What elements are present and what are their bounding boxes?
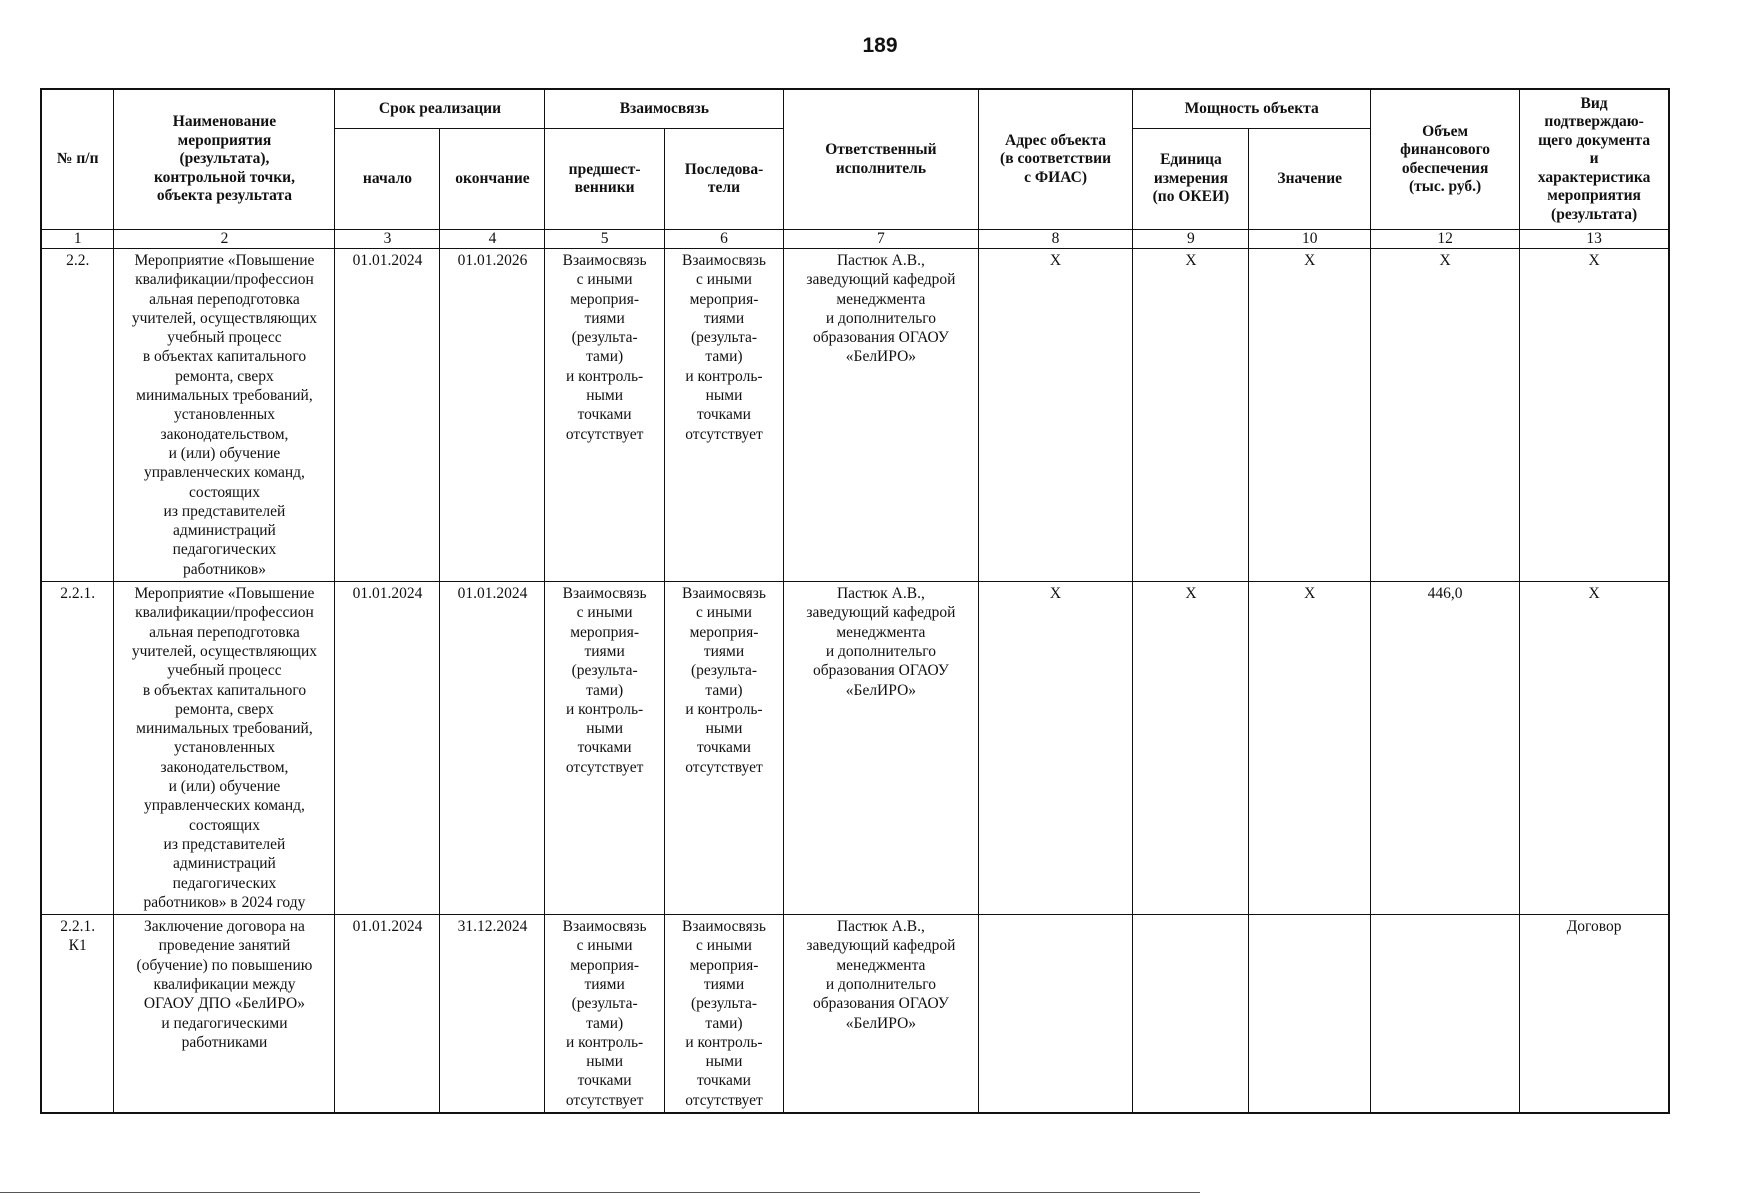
header-link: Взаимосвязь [545,89,784,129]
header-finance: Объем финансового обеспечения (тыс. руб.) [1371,89,1520,230]
column-number: 12 [1371,230,1520,249]
row-unit [1133,915,1249,1113]
page-bottom-rule [0,1192,1200,1193]
header-term-start: начало [335,129,440,230]
row-name: Мероприятие «Повышение квалификации/профессион альная переподготовка учителей, осуществляющих учебный процесс в объектах капитального ремонта, сверх минимальных требований, установленных законодательством, и (или) обучение управленческих команд, состоящих из представителей администраций педагогических работников» [114,249,335,582]
column-number: 2 [114,230,335,249]
row-value [1249,915,1371,1113]
row-successors: Взаимосвязь с иными мероприя- тиями (результа- тами) и контроль- ными точками отсутствует [664,915,783,1113]
row-responsible: Пастюк А.В., заведующий кафедрой менеджмента и дополнительго образования ОГАОУ «БелИРО» [784,582,979,915]
row-start-date: 01.01.2024 [335,249,440,582]
row-address: Х [978,582,1133,915]
row-unit: Х [1133,249,1249,582]
row-predecessors: Взаимосвязь с иными мероприя- тиями (результа- тами) и контроль- ными точками отсутствует [545,249,664,582]
column-numbers-row [41,230,1669,249]
column-number: 7 [784,230,979,249]
row-finance [1371,915,1520,1113]
header-value: Значение [1249,129,1371,230]
header-unit: Единица измерения (по ОКЕИ) [1133,129,1249,230]
row-doc-type: Х [1520,582,1669,915]
column-number: 4 [440,230,545,249]
header-row-1 [41,89,1669,129]
row-address: Х [978,249,1133,582]
row-doc-type: Договор [1520,915,1669,1113]
column-number: 1 [41,230,114,249]
header-responsible: Ответственный исполнитель [784,89,979,230]
row-finance: Х [1371,249,1520,582]
row-successors: Взаимосвязь с иными мероприя- тиями (результа- тами) и контроль- ными точками отсутствует [664,249,783,582]
page-number: 189 [862,34,898,57]
row-end-date: 01.01.2026 [440,249,545,582]
header-term: Срок реализации [335,89,545,129]
table-row [41,582,1669,915]
row-finance: 446,0 [1371,582,1520,915]
header-doc-type: Вид подтверждаю- щего документа и характеристика мероприятия (результата) [1520,89,1669,230]
column-number: 9 [1133,230,1249,249]
row-num: 2.2. [41,249,114,582]
row-end-date: 01.01.2024 [440,582,545,915]
row-value: Х [1249,249,1371,582]
table-row [41,915,1669,1113]
plan-table [40,88,1670,1114]
column-number: 13 [1520,230,1669,249]
row-responsible: Пастюк А.В., заведующий кафедрой менеджмента и дополнительго образования ОГАОУ «БелИРО» [784,249,979,582]
row-unit: Х [1133,582,1249,915]
row-start-date: 01.01.2024 [335,582,440,915]
row-predecessors: Взаимосвязь с иными мероприя- тиями (результа- тами) и контроль- ными точками отсутствует [545,915,664,1113]
row-address [978,915,1133,1113]
column-number: 10 [1249,230,1371,249]
header-capacity: Мощность объекта [1133,89,1371,129]
row-start-date: 01.01.2024 [335,915,440,1113]
column-number: 3 [335,230,440,249]
column-number: 6 [664,230,783,249]
header-num: № п/п [41,89,114,230]
table-row [41,249,1669,582]
header-link-next: Последова- тели [664,129,783,230]
row-responsible: Пастюк А.В., заведующий кафедрой менеджмента и дополнительго образования ОГАОУ «БелИРО» [784,915,979,1113]
header-term-end: окончание [440,129,545,230]
header-name: Наименование мероприятия (результата), контрольной точки, объекта результата [114,89,335,230]
column-number: 5 [545,230,664,249]
row-value: Х [1249,582,1371,915]
row-name: Мероприятие «Повышение квалификации/профессион альная переподготовка учителей, осуществляющих учебный процесс в объектах капитального ремонта, сверх минимальных требований, установленных законодательством, и (или) обучение управленческих команд, состоящих из представителей администраций педагогических работников» в 2024 году [114,582,335,915]
row-end-date: 31.12.2024 [440,915,545,1113]
row-name: Заключение договора на проведение занятий (обучение) по повышению квалификации между ОГАОУ ДПО «БелИРО» и педагогическими работниками [114,915,335,1113]
row-num: 2.2.1. [41,582,114,915]
header-link-prev: предшест- венники [545,129,664,230]
column-number: 8 [978,230,1133,249]
header-address: Адрес объекта (в соответствии с ФИАС) [978,89,1133,230]
row-successors: Взаимосвязь с иными мероприя- тиями (результа- тами) и контроль- ными точками отсутствует [664,582,783,915]
row-predecessors: Взаимосвязь с иными мероприя- тиями (результа- тами) и контроль- ными точками отсутствует [545,582,664,915]
row-doc-type: Х [1520,249,1669,582]
row-num: 2.2.1. К1 [41,915,114,1113]
